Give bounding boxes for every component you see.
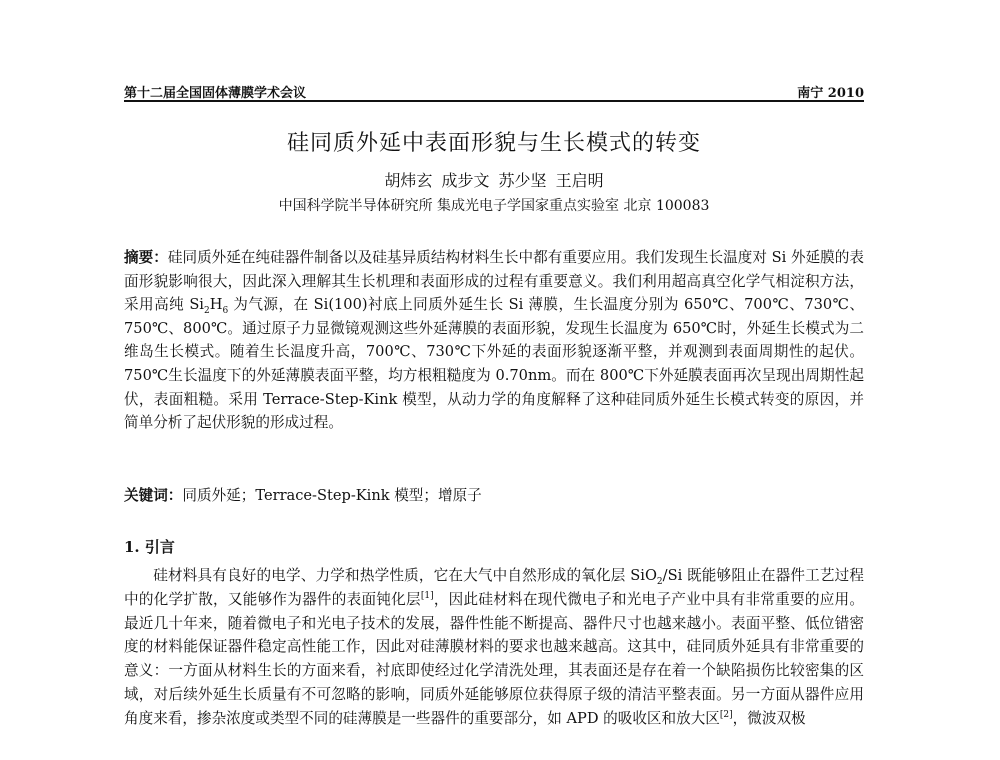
intro-text-3: ，因此硅材料在现代微电子和光电子产业中具有非常重要的应用。最近几十年来，随着微电子和光电子技术的发展，器件性能不断提高、器件尺寸也越来越小。表面平整、低位错密度的材料能保证器件稳定高性能工作，因此对硅薄膜材料的要求也越来越高。这其中，硅同质外延具有非常重要的意义：一方面从材料生长的方面来看，衬底即使经过化学清洗处理，其表面还是存在着一个缺陷损伤比较密集的区域，对后续外延生长质量有不可忽略的影响，同质外延能够原位获得原子级的清洁平整表面。另一方面从器件应用角度来看，掺杂浓度或类型不同的硅薄膜是一些器件的重要部分，如 APD 的吸收区和放大区 xyxy=(124,590,864,727)
running-header xyxy=(124,80,864,102)
keywords-label: 关键词： xyxy=(124,487,183,504)
keywords xyxy=(124,484,864,505)
intro-paragraph xyxy=(124,564,864,731)
subscript: 2 xyxy=(203,306,210,317)
location-year: 南宁 2010 xyxy=(797,86,864,101)
abstract xyxy=(124,246,864,435)
subscript: 2 xyxy=(656,576,663,587)
intro-text-1: 硅材料具有良好的电学、力学和热学性质，它在大气中自然形成的氧化层 SiO xyxy=(153,567,657,584)
conference-name: 第十二届全国固体薄膜学术会议 xyxy=(124,86,307,101)
header-rule xyxy=(124,100,864,102)
abstract-text-1: 硅同质外延在纯硅器件制备以及硅基异质结构材料生长中都有重要应用。我们发现生长温度对 Si 外延膜的表面形貌影响很大，因此深入理解其生长机理和表面形成的过程有重要意义。我们利用超高真空化学气相淀积方法，采用高纯 Si xyxy=(124,249,864,314)
section-heading: 1. 引言 xyxy=(124,538,175,556)
affiliation: 中国科学院半导体研究所 集成光电子学国家重点实验室 北京 100083 xyxy=(278,198,710,214)
keywords-text: 同质外延；Terrace-Step-Kink 模型；增原子 xyxy=(182,487,482,504)
citation-2: [2] xyxy=(719,709,733,720)
abstract-text-2: H xyxy=(209,296,223,314)
paper-title: 硅同质外延中表面形貌与生长模式的转变 xyxy=(286,131,701,156)
citation-1: [1] xyxy=(420,590,434,601)
subscript: 6 xyxy=(222,306,229,317)
intro-text-2: /Si 既能够阻止在器件工艺过程中的化学扩散，又能够作为器件的表面钝化层 xyxy=(124,567,864,608)
abstract-text-3: 为气源，在 Si(100)衬底上同质外延生长 Si 薄膜，生长温度分别为 650℃、700℃、730℃、750℃、800℃。通过原子力显微镜观测这些外延薄膜的表面形貌，发现生长温度为 650℃时，外延生长模式为二维岛生长模式。随着生长温度升高，700℃、730℃下外延的表面形貌逐渐平整，并观测到表面周期性的起伏。750℃生长温度下的外延薄膜表面平整，均方根粗糙度为 0.70nm。而在 800℃下外延膜表面再次呈现出周期性起伏，表面粗糙。采用 Terrace-Step-Kink 模型，从动力学的角度解释了这种硅同质外延生长模式转变的原因，并简单分析了起伏形貌的形成过程。 xyxy=(124,296,864,432)
intro-text-4: ，微波双极 xyxy=(732,709,806,727)
author-list: 胡炜玄 成步文 苏少坚 王启明 xyxy=(384,171,604,190)
abstract-label: 摘要： xyxy=(124,249,168,266)
